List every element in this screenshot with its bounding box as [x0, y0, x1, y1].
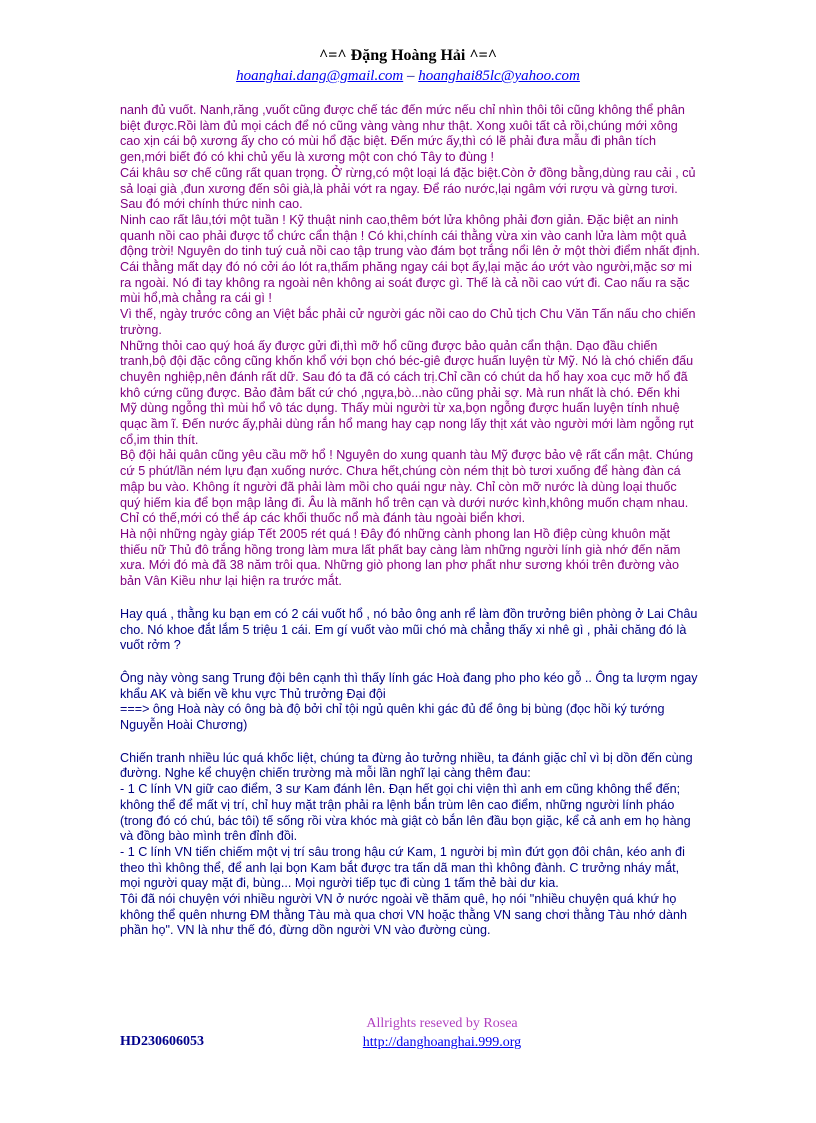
section-tiger-bone-story — [120, 103, 700, 590]
email-link-yahoo[interactable]: hoanghai85lc@yahoo.com — [418, 68, 580, 84]
page-footer-credits — [352, 1014, 532, 1052]
paragraph: Bộ đội hải quân cũng yêu cầu mỡ hổ ! Nguyên do xung quanh tàu Mỹ được bảo vệ rất cẩn mật. Chúng cứ 5 phút/lần ném lựu đạn xuống nước. Chưa hết,chúng còn ném thịt bò tươi xuống để hàng đàn cá mập bu vào. Không ít người đã phải làm mồi cho quái ngư này. Chỉ còn mỡ nước là dùng loại thuốc quý hiếm kia để bọn mập lảng đi. Âu là mãnh hổ trên cạn và dưới nước kình,không muốn chạm nhau. Chỉ có thế,mới có thể áp các khối thuốc nổ mà đánh tàu ngoài biển khơi. — [120, 448, 694, 526]
spacer — [120, 734, 700, 751]
section-war-comment — [120, 751, 700, 939]
spacer — [120, 590, 700, 607]
page-header — [0, 46, 816, 86]
paragraph: nanh đủ vuốt. Nanh,răng ,vuốt cũng được chế tác đến mức nếu chỉ nhìn thôi tôi cũng không thể phân biệt được.Rồi làm đủ mọi cách để nó cũng vàng vàng như thật. Xong xuôi tất cả rồi,chúng mới xông cao xịn cái bộ xương ấy cho có mùi hổ đặc biệt. Đến mức ấy,thì có lẽ phải đưa mẫu đi phân tích gen,mới biết đó có khi chủ yếu là xương một con chó Tây to đùng ! — [120, 103, 685, 165]
document-code: HD230606053 — [120, 1034, 204, 1049]
section-tiger-claw-comment — [120, 607, 700, 654]
paragraph: Hà nội những ngày giáp Tết 2005 rét quá ! Đây đó những cành phong lan Hồ điệp cùng khuôn mặt thiếu nữ Thủ đô trắng hồng trong làm mưa lất phất bay càng làm những người lính già nhớ đến năm xưa. Mới đó mà đã 38 năm trôi qua. Những giò phong lan phơ phất như sương khói trên đường vào bản Vân Kiều như lại hiện ra trước mắt. — [120, 526, 681, 589]
article-body — [120, 103, 700, 939]
paragraph: - 1 C lính VN tiến chiếm một vị trí sâu trong hậu cứ Kam, 1 người bị mìn đứt gọn đôi chân, kéo anh đi theo thì không thể, để anh lại bọn Kam bắt được tra tấn dã man thì không đành. C trưởng nháy mắt, mọi người quay mặt đi, bùng... Mọi người tiếp tục đi cùng 1 tấm thẻ bài dư kia. — [120, 844, 685, 891]
author-title: ^=^ Đặng Hoàng Hải ^=^ — [318, 47, 498, 64]
paragraph: Ninh cao rất lâu,tới một tuần ! Kỹ thuật ninh cao,thêm bớt lửa không phải đơn giản. Đặc biệt an ninh quanh nồi cao phải được tổ chức cẩn thận ! Có khi,chính cái thằng vừa xin vào canh lửa làm một quả động trời! Nguyên do tinh tuý cuả nồi cao tập trung vào đám bọt trắng nổi lên ở một thời điểm nhất định. Cái thằng mất dạy đó nó cởi áo lót ra,thấm phăng ngay cái bọt ấy,lại mặc áo ướt vào người,mặc sơ mi ra ngoài. Nó đi tay không ra ngoài nên không ai soát được gì. Thế là cả nồi cao vứt đi. Cao nấu ra sặc mùi hổ,mà chẳng ra cái gì ! — [120, 212, 700, 306]
copyright-notice: Allrights reseved by Rosea — [366, 1016, 518, 1031]
email-separator: – — [403, 68, 419, 84]
paragraph: Những thỏi cao quý hoá ấy được gửi đi,thì mỡ hổ cũng được bảo quản cẩn thận. Dạo đầu chiến tranh,bộ đội đặc công cũng khốn khổ với bọn chó béc-giê được huấn luyện từ Mỹ. Nó là chó chiến đấu chuyên nghiệp,nên đánh rất dữ. Sau đó ta đã có cách trị.Chỉ cần có chút da hổ hay xoa cục mỡ hổ đã khô cứng cũng được. Bảo đảm bất cứ chó ,ngựa,bò...nào cũng phải sợ. Mà run nhất là chó. Đến khi Mỹ dùng ngỗng thì mùi hổ vô tác dụng. Thấy mùi người từ xa,bọn ngỗng được huấn luyện tính nhuệ quạc ầm ĩ. Đến nước ấy,phải dùng rắn hổ mang hay cạp nong lấy thịt xát vào người mới làm ngỗng rụt cổ,im thin thít. — [120, 338, 694, 447]
paragraph: Cái khâu sơ chế cũng rất quan trọng. Ở rừng,có một loại lá đặc biệt.Còn ở đồng bằng,dùng rau cải , củ sả loại già ,đun xương đến sôi già,là phải vớt ra ngay. Để ráo nước,lại ngâm với rượu và gừng tươi. Sau đó mới chính thức ninh cao. — [120, 165, 696, 212]
paragraph: ===> ông Hoà này có ông bà độ bởi chỉ tội ngủ quên khi gác đủ để ông bị bùng (đọc hồi ký tướng Nguyễn Hoài Chương) — [120, 702, 665, 733]
author-emails — [0, 66, 816, 86]
paragraph: Hay quá , thằng ku bạn em có 2 cái vuốt hổ , nó bảo ông anh rể làm đồn trưởng biên phòng ở Lai Châu cho. Nó khoe đắt lắm 5 triệu 1 cái. Em gí vuốt vào mũi chó mà chẳng thấy xi nhê gì , phải chăng đó là vuốt rởm ? — [120, 606, 698, 653]
paragraph: Ông này vòng sang Trung đội bên cạnh thì thấy lính gác Hoà đang pho pho kéo gỗ .. Ông ta lượm ngay khẩu AK và biến về khu vực Thủ trưởng Đại đội — [120, 670, 698, 701]
spacer — [120, 654, 700, 671]
paragraph: Vì thế, ngày trước công an Việt bắc phải cử người gác nồi cao do Chủ tịch Chu Văn Tấn nấu cho chiến trường. — [120, 307, 696, 337]
paragraph: Chiến tranh nhiều lúc quá khốc liệt, chúng ta đừng ảo tưởng nhiều, ta đánh giặc chỉ vì bị dồn đến cùng đường. Nghe kể chuyện chiến trường mà mỗi lần nghĩ lại càng thêm đau: — [120, 750, 693, 781]
email-link-gmail[interactable]: hoanghai.dang@gmail.com — [236, 68, 404, 84]
paragraph: Tôi đã nói chuyện với nhiều người VN ở nước ngoài về thăm quê, họ nói "nhiều chuyện quá khứ họ không thể quên nhưng ĐM thằng Tàu mà qua chơi VN hoặc thằng VN sang chơi thằng Tàu nhớ dành phần họ". VN là như thế đó, đừng dồn người VN vào đường cùng. — [120, 892, 687, 938]
website-link[interactable]: http://danghoanghai.999.org — [362, 1035, 522, 1050]
paragraph: - 1 C lính VN giữ cao điểm, 3 sư Kam đánh lên. Đạn hết gọi chi viện thì anh em cũng không thể đến; không thể để mất vị trí, chỉ huy mặt trận phải ra lệnh bắn trùm lên cao điểm, những người lính pháo (trong đó có chú, bác tôi) tế sống rồi vừa khóc mà giật cò bắn lên đầu bọn giặc, kể cả anh em họ hàng và đồng bào mình trên đỉnh đồi. — [120, 782, 691, 844]
section-guard-comment — [120, 671, 700, 734]
